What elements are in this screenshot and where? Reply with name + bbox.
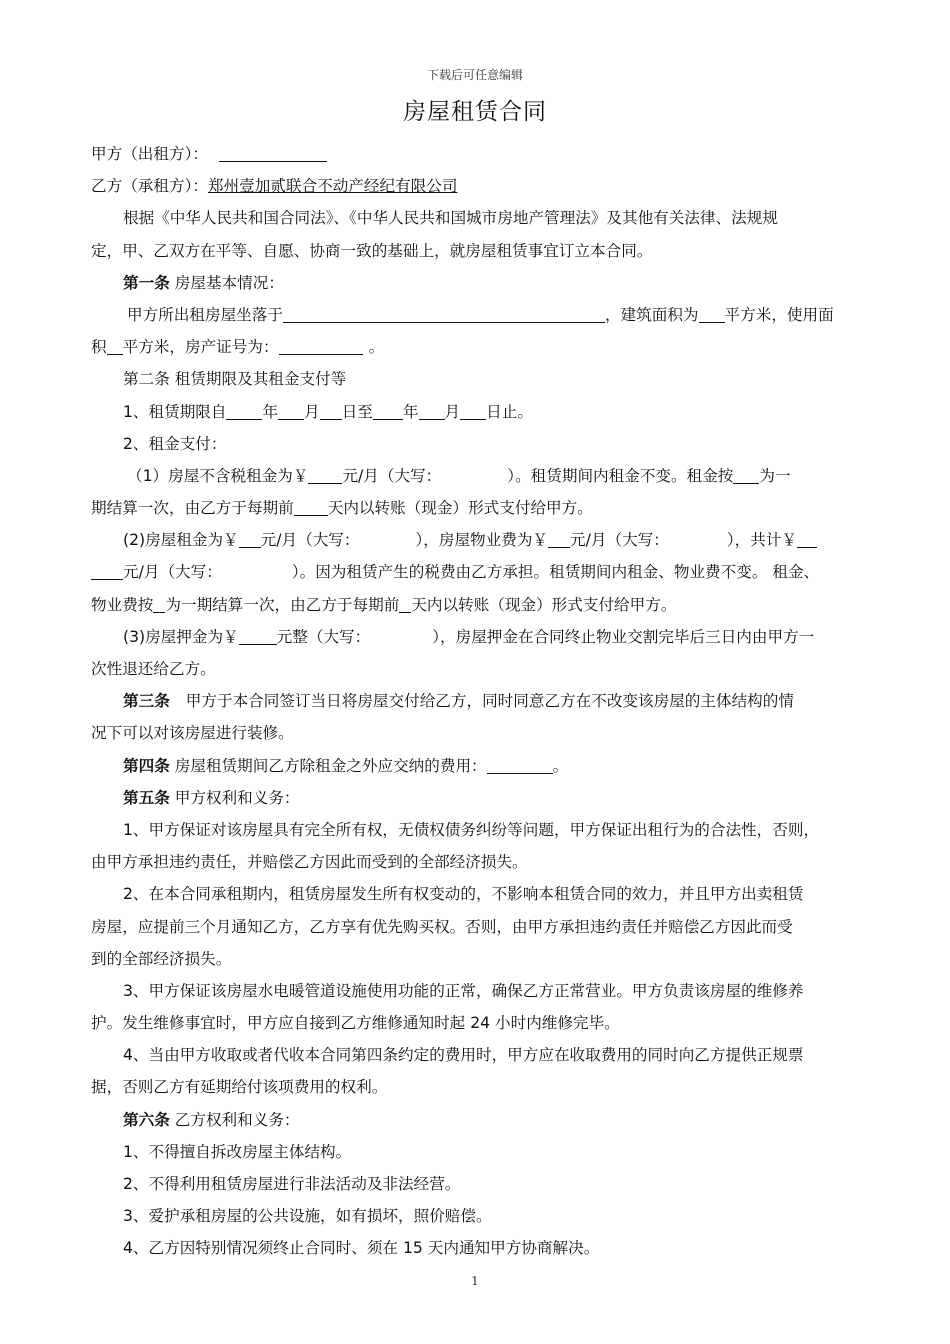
lease-term-label: 1、租赁期限自 bbox=[123, 402, 227, 421]
option-3-line-2: 次性退还给乙方。 bbox=[91, 660, 216, 678]
article-4-line bbox=[91, 750, 867, 782]
deposit-blank bbox=[239, 627, 277, 645]
article-5-item-2-line-2: 房屋，应提前三个月通知乙方，乙方享有优先购买权。否则，由甲方承担违约责任并赔偿乙方因此而受 bbox=[91, 917, 793, 936]
month-text: 月 bbox=[444, 402, 461, 421]
article-1-line-1 bbox=[91, 299, 867, 331]
party-b-line bbox=[91, 170, 867, 202]
party-a-label: 甲方（出租方）： bbox=[91, 145, 208, 163]
article-5-number: 第五条 bbox=[123, 788, 170, 807]
article-5-item-3-line-1: 3、甲方保证该房屋水电暖管道设施使用功能的正常，确保乙方正常营业。甲方负责该房屋的维修养 bbox=[123, 981, 804, 1000]
rent-payment-label: 2、租金支付： bbox=[123, 434, 227, 453]
month-text: 月 bbox=[304, 402, 320, 421]
article-6-item-2: 2、不得利用租赁房屋进行非法活动及非法经营。 bbox=[123, 1175, 461, 1193]
area-text: 积 bbox=[91, 338, 107, 357]
year-text: 年 bbox=[402, 402, 419, 421]
article-3-text-1: 甲方于本合同签订当日将房屋交付给乙方，同时同意乙方在不改变该房屋的主体结构的情 bbox=[185, 692, 794, 711]
deposit-words-label: 元整（大写： bbox=[276, 627, 371, 646]
deed-number-blank bbox=[279, 337, 363, 355]
lease-term-line bbox=[91, 396, 867, 428]
start-month-blank bbox=[278, 402, 304, 420]
party-b-name: 郑州壹加贰联合不动产经纪有限公司 bbox=[207, 177, 458, 196]
article-5-title: 甲方权利和义务： bbox=[174, 788, 300, 807]
option-2-total-blank bbox=[797, 530, 817, 548]
building-area-label: ，建筑面积为 bbox=[604, 305, 699, 324]
building-area-blank bbox=[699, 305, 725, 323]
article-4-number: 第四条 bbox=[123, 756, 170, 775]
article-5-item-1-line-1: 1、甲方保证对该房屋具有完全所有权，无债权债务纠纷等问题，甲方保证出租行为的合法性，否则， bbox=[123, 820, 820, 839]
option-2-period-blank bbox=[153, 595, 165, 613]
year-text: 年 bbox=[262, 402, 279, 421]
option-3-line-1 bbox=[91, 621, 867, 653]
article-6-item-3: 3、爱护承租房屋的公共设施，如有损坏，照价赔偿。 bbox=[123, 1207, 492, 1226]
party-a-blank bbox=[219, 144, 327, 162]
deed-number-label: 平方米，房产证号为： bbox=[122, 338, 279, 357]
article-6-item-1: 1、不得擅自拆改房屋主体结构。 bbox=[123, 1142, 352, 1161]
option-1-period-blank bbox=[733, 466, 759, 484]
article-5-item-2-line-1: 2、在本合同承租期内，租赁房屋发生所有权变动的，不影响本租赁合同的效力，并且甲方出卖租赁 bbox=[123, 885, 804, 904]
article-5-item-1-line-2: 由甲方承担违约责任，并赔偿乙方因此而受到的全部经济损失。 bbox=[91, 853, 528, 872]
document-title: 房屋租赁合同 bbox=[403, 99, 547, 125]
contract-body bbox=[91, 138, 867, 1265]
option-2-rent-label: (2)房屋租金为￥ bbox=[123, 531, 239, 550]
option-2-words-label: 元/月（大写： bbox=[260, 531, 360, 550]
article-4-fee-blank bbox=[487, 756, 553, 774]
option-2-days-blank bbox=[399, 595, 411, 613]
preamble-line-2 bbox=[91, 235, 867, 267]
article-6-heading bbox=[91, 1104, 867, 1136]
option-2-settle-text: 为一期结算一次，由乙方于每期前 bbox=[165, 595, 400, 614]
article-5-item-4-line-1: 4、当由甲方收取或者代收本合同第四条约定的费用时，甲方应在收取费用的同时向乙方提供正规票 bbox=[123, 1046, 804, 1065]
location-blank bbox=[283, 305, 605, 323]
option-2-line-3 bbox=[91, 589, 867, 621]
page-header-note: 下载后可任意编辑 bbox=[426, 68, 523, 82]
end-year-blank bbox=[373, 402, 403, 420]
article-4-end: 。 bbox=[552, 756, 569, 775]
option-1-line-1 bbox=[91, 460, 867, 492]
preamble-text-2: 定，甲、乙双方在平等、自愿、协商一致的基础上，就房屋租赁事宜订立本合同。 bbox=[91, 241, 653, 260]
start-year-blank bbox=[226, 402, 262, 420]
option-2-line-2 bbox=[91, 556, 867, 588]
article-3-number: 第三条 bbox=[123, 692, 170, 711]
option-1-payment-label: 期结算一次，由乙方于每期前 bbox=[91, 499, 294, 518]
article-1-title: 房屋基本情况： bbox=[174, 273, 284, 292]
article-5-heading bbox=[91, 782, 867, 814]
preamble-line-1 bbox=[91, 202, 867, 234]
option-2-total-blank-cont bbox=[91, 562, 123, 580]
option-1-days-blank bbox=[294, 498, 328, 516]
option-2-fee-label: ），房屋物业费为￥ bbox=[415, 531, 549, 550]
usable-area-blank bbox=[107, 337, 123, 355]
day-end-text: 日止。 bbox=[486, 402, 533, 421]
article-2-heading: 第二条 租赁期限及其租金支付等 bbox=[123, 370, 347, 389]
option-2-fee-blank bbox=[548, 530, 570, 548]
end-month-blank bbox=[419, 402, 445, 420]
end-day-blank bbox=[460, 402, 486, 420]
option-2-total-words-label: 元/月（大写： bbox=[123, 563, 222, 582]
article-1-number: 第一条 bbox=[123, 273, 170, 292]
article-6-item-4: 4、乙方因特别情况须终止合同时、须在 15 天内通知甲方协商解决。 bbox=[123, 1239, 600, 1258]
location-label: 甲方所出租房屋坐落于 bbox=[127, 305, 283, 324]
option-2-fee-words-label: 元/月（大写： bbox=[570, 531, 669, 550]
article-1-heading bbox=[91, 267, 867, 299]
option-1-line-2 bbox=[91, 492, 867, 524]
option-2-rent-blank bbox=[239, 530, 261, 548]
option-2-total-label: ），共计￥ bbox=[726, 531, 798, 550]
preamble-text-1: 根据《中华人民共和国合同法》、《中华人民共和国城市房地产管理法》及其他有关法律、法规规 bbox=[123, 209, 778, 228]
start-day-blank bbox=[320, 402, 342, 420]
period-text: 。 bbox=[368, 338, 385, 357]
option-1-words-label: 元/月（大写： bbox=[342, 466, 442, 485]
deposit-label: (3)房屋押金为￥ bbox=[123, 627, 239, 646]
option-1-payment-text: 天内以转账（现金）形式支付给甲方。 bbox=[327, 499, 593, 518]
option-2-line-1 bbox=[91, 524, 867, 556]
option-1-rent-blank bbox=[308, 466, 342, 484]
option-1-continued: 为一 bbox=[759, 466, 791, 485]
article-6-number: 第六条 bbox=[123, 1110, 170, 1129]
article-5-item-4-line-2: 据，否则乙方有延期给付该项费用的权利。 bbox=[91, 1078, 388, 1097]
party-a-line bbox=[91, 138, 867, 170]
article-3-line-2: 况下可以对该房屋进行装修。 bbox=[91, 724, 294, 743]
option-1-rent-label: （1）房屋不含税租金为￥ bbox=[127, 466, 309, 485]
option-1-terms-text: ）。租赁期间内租金不变。租金按 bbox=[507, 466, 734, 485]
usable-area-label: 平方米，使用面 bbox=[724, 305, 834, 324]
option-2-settle-label: 物业费按 bbox=[91, 595, 154, 614]
article-4-text: 房屋租赁期间乙方除租金之外应交纳的费用： bbox=[174, 756, 487, 775]
option-2-payment-text: 天内以转账（现金）形式支付给甲方。 bbox=[411, 595, 677, 614]
article-5-item-3-line-2: 护。发生维修事宜时，甲方应自接到乙方维修通知时起 24 小时内维修完毕。 bbox=[91, 1014, 620, 1033]
article-6-title: 乙方权利和义务： bbox=[174, 1110, 300, 1129]
article-5-item-2-line-3: 到的全部经济损失。 bbox=[91, 949, 232, 968]
option-2-tax-text: ）。因为租赁产生的税费由乙方承担。租赁期间内租金、物业费不变。 租金、 bbox=[291, 563, 820, 582]
article-3-line-1 bbox=[91, 685, 867, 717]
page-number: 1 bbox=[471, 1274, 479, 1288]
party-b-label: 乙方（承租方）： bbox=[91, 177, 208, 196]
day-to-text: 日至 bbox=[341, 402, 373, 421]
article-1-line-2 bbox=[91, 331, 867, 363]
deposit-refund-text: ），房屋押金在合同终止物业交割完毕后三日内由甲方一 bbox=[432, 627, 815, 646]
